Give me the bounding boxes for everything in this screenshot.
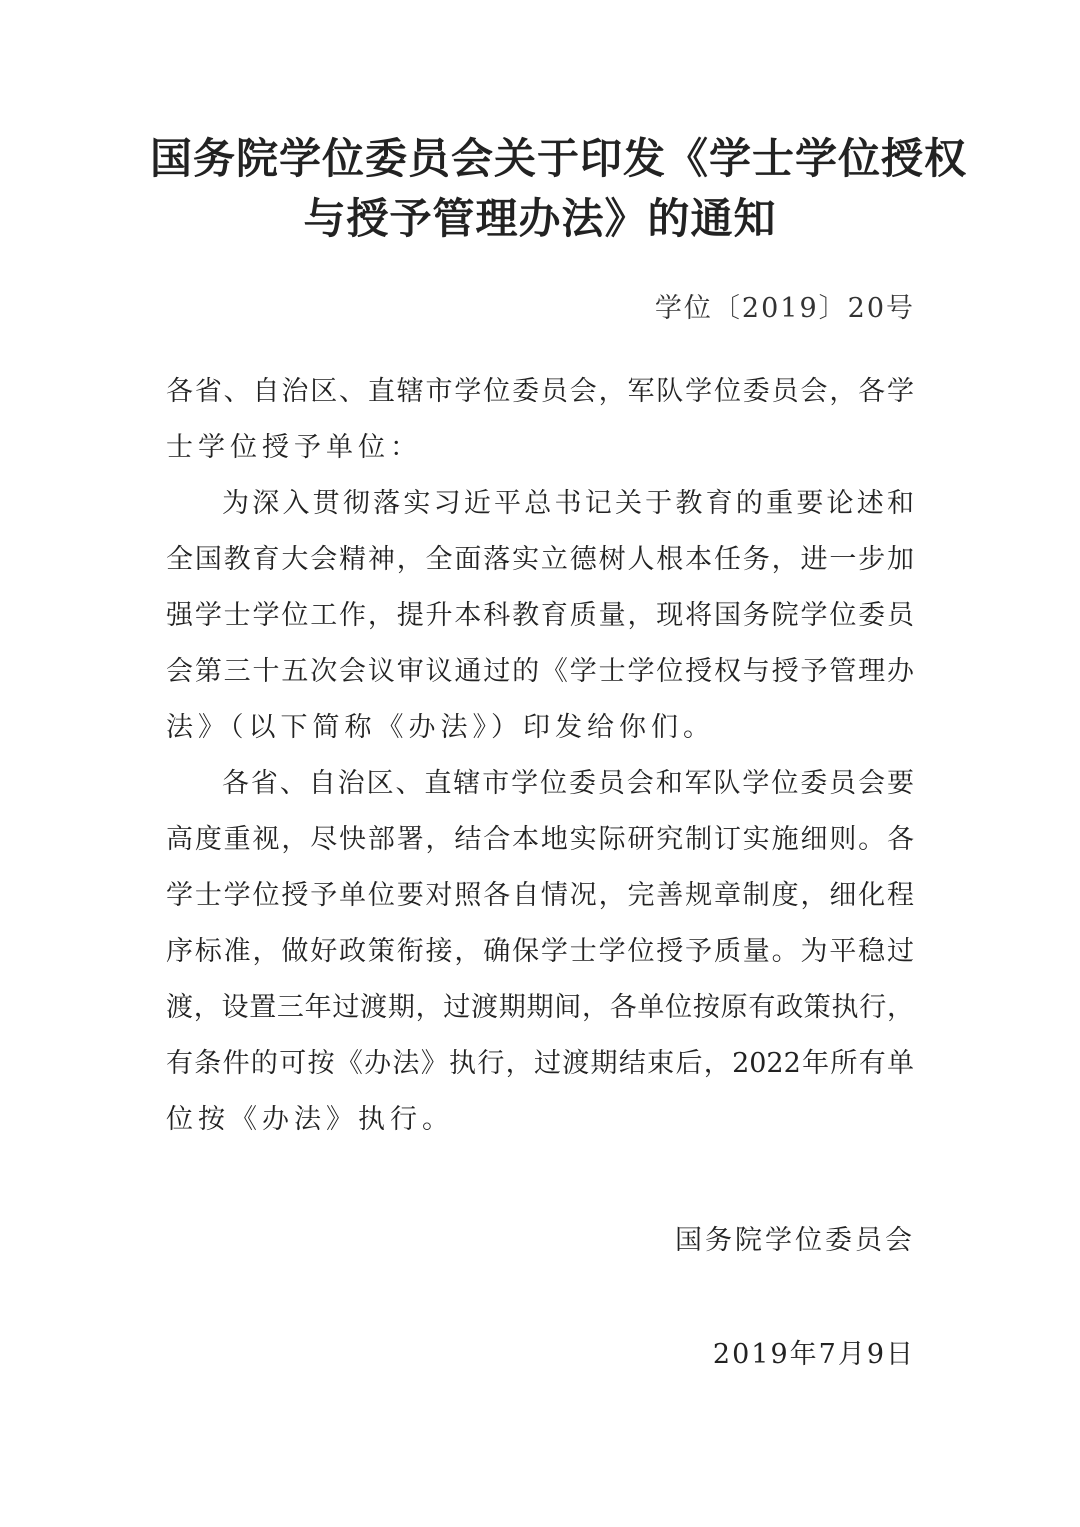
paragraph-2-line: 序标准，做好政策衔接，确保学士学位授予质量。为平稳过 — [166, 936, 914, 967]
salutation-line: 士学位授予单位： — [166, 432, 422, 463]
paragraph-1-line: 全国教育大会精神，全面落实立德树人根本任务，进一步加 — [166, 544, 914, 575]
paragraph-1-line: 会第三十五次会议审议通过的《学士学位授权与授予管理办 — [166, 656, 914, 687]
document-number: 学位〔2019〕20号 — [654, 293, 915, 324]
paragraph-2-line: 高度重视，尽快部署，结合本地实际研究制订实施细则。各 — [166, 824, 914, 855]
paragraph-2-line: 位按《办法》执行。 — [166, 1104, 454, 1135]
issuer-signature: 国务院学位委员会 — [675, 1225, 915, 1256]
paragraph-1-line: 强学士学位工作，提升本科教育质量，现将国务院学位委员 — [166, 600, 914, 631]
paragraph-2-line: 渡，设置三年过渡期，过渡期期间，各单位按原有政策执行， — [166, 992, 914, 1023]
salutation-line: 各省、自治区、直辖市学位委员会，军队学位委员会，各学 — [166, 376, 914, 407]
paragraph-2-line: 学士学位授予单位要对照各自情况，完善规章制度，细化程 — [166, 880, 914, 911]
paragraph-1-line: 法》（以下简称《办法》）印发给你们。 — [166, 712, 715, 743]
document-title-line-1: 国务院学位委员会关于印发《学士学位授权 — [150, 134, 968, 183]
document-title-line-2: 与授予管理办法》的通知 — [303, 194, 777, 243]
paragraph-1-line: 为深入贯彻落实习近平总书记关于教育的重要论述和 — [222, 488, 914, 519]
issue-date: 2019年7月9日 — [712, 1339, 915, 1370]
paragraph-2-line: 有条件的可按《办法》执行，过渡期结束后，2022年所有单 — [166, 1048, 914, 1079]
paragraph-2-line: 各省、自治区、直辖市学位委员会和军队学位委员会要 — [222, 768, 914, 799]
